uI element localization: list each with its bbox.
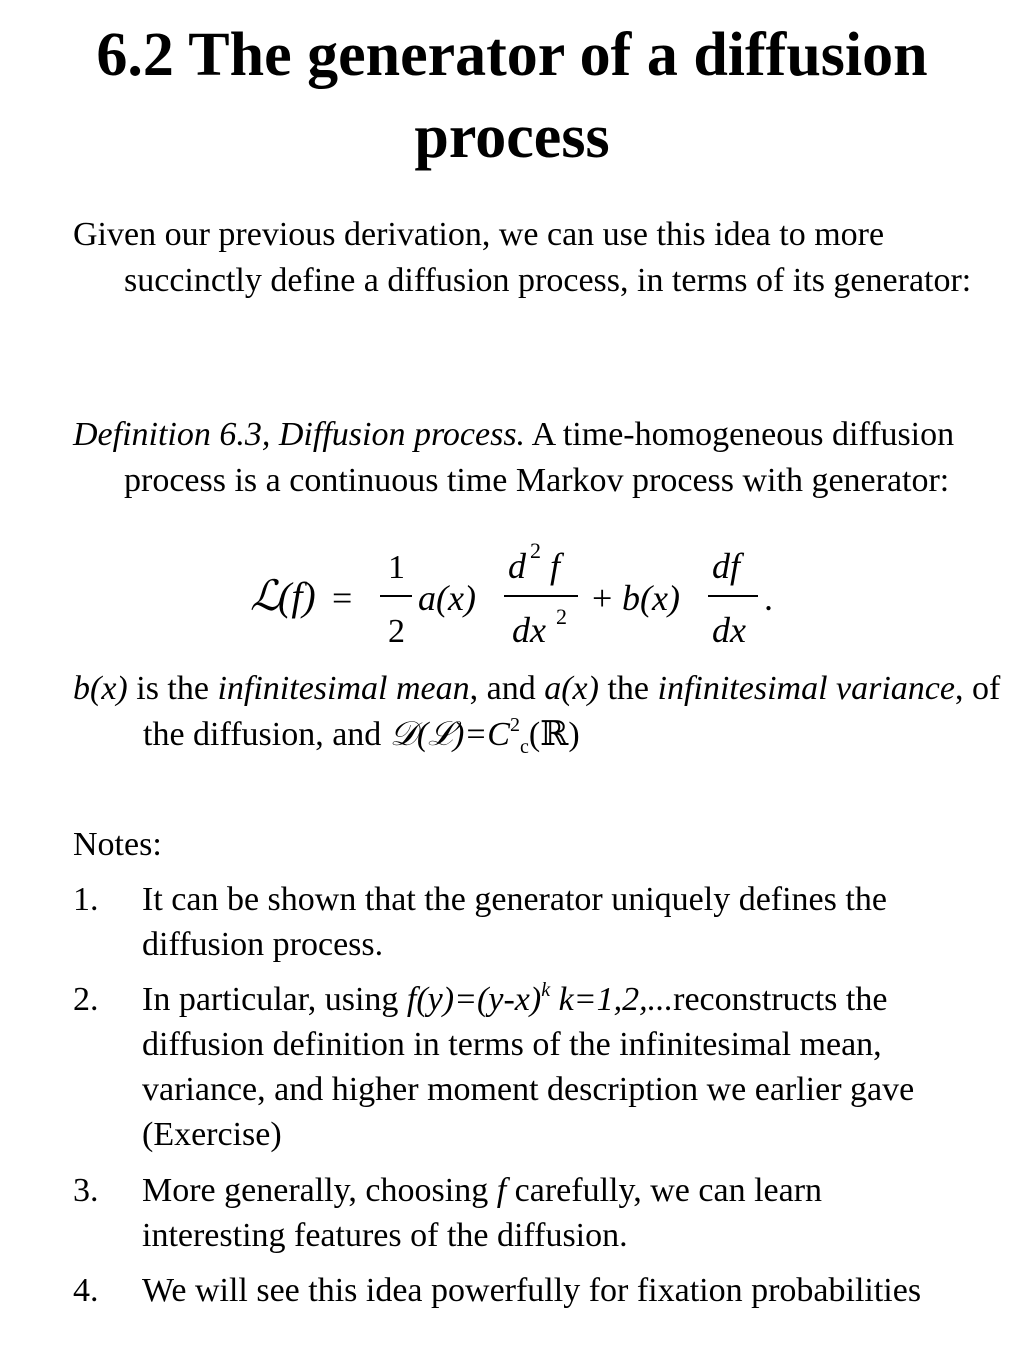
- eq-b-term: b(x): [622, 578, 680, 618]
- meaning-paragraph: [73, 666, 1024, 758]
- reals-symbol: (ℝ): [528, 716, 580, 753]
- eq-df-den: dx: [712, 610, 746, 650]
- list-text: [142, 1168, 942, 1258]
- meaning-text-3: the: [598, 670, 658, 707]
- definition-label: Definition 6.3, Diffusion process.: [73, 416, 526, 453]
- note-3-pre: More generally, choosing: [142, 1172, 497, 1209]
- eq-d2f-exp: 2: [530, 538, 541, 563]
- domain-expression: 𝒟(ℒ)=: [389, 716, 488, 753]
- notes-heading: Notes:: [73, 826, 162, 863]
- eq-equals: =: [332, 578, 353, 618]
- eq-a-term: a(x): [418, 578, 476, 618]
- a-term: a(x): [544, 670, 599, 707]
- generator-equation: [240, 534, 800, 656]
- list-text: [142, 977, 942, 1157]
- eq-half-den: 2: [388, 613, 405, 650]
- list-number: 1.: [73, 881, 99, 918]
- c-superscript: 2: [509, 714, 520, 736]
- eq-df-num: df: [712, 546, 741, 586]
- note-3-post: carefully, we can learn interesting features of the diffusion.: [142, 1172, 823, 1254]
- infinitesimal-mean: infinitesimal mean: [217, 670, 470, 707]
- definition-text: A time-homogeneous diffusion process is a continuous time Markov process with generator:: [124, 416, 955, 499]
- b-term: b(x): [73, 670, 128, 707]
- c-space: C: [487, 716, 510, 753]
- eq-d2f-den-exp: 2: [556, 604, 567, 629]
- note-3-f: f: [496, 1172, 507, 1209]
- slide-title: 6.2 The generator of a diffusion process: [96, 21, 928, 171]
- list-text: It can be shown that the generator uniquely defines the diffusion process.: [142, 881, 887, 963]
- note-2-function: f(y)=(y-x): [406, 981, 542, 1018]
- eq-half-num: 1: [388, 549, 405, 586]
- eq-lhs-arg: (f): [278, 574, 316, 619]
- list-number: 4.: [73, 1272, 99, 1309]
- list-text: We will see this idea powerfully for fixation probabilities: [142, 1272, 922, 1309]
- infinitesimal-variance: infinitesimal variance: [657, 670, 955, 707]
- meaning-text-4: , of the diffusion, and: [143, 670, 1001, 753]
- note-2-k-range: k=1,2,...: [550, 981, 674, 1018]
- c-subscript: c: [519, 736, 529, 758]
- intro-paragraph: Given our previous derivation, we can use this idea to more succinctly define a diffusion process, in terms of its generator:: [73, 216, 972, 299]
- eq-period: .: [764, 578, 773, 618]
- eq-operator: ℒ: [250, 574, 281, 620]
- eq-d2f-d: d: [508, 546, 526, 586]
- note-2-k-exponent: k: [541, 979, 551, 1001]
- eq-d2f-f: f: [550, 546, 561, 586]
- meaning-text-1: is the: [127, 670, 218, 707]
- meaning-text-2: , and: [469, 670, 545, 707]
- definition-paragraph: [73, 412, 1024, 504]
- note-2-pre: In particular, using: [142, 981, 407, 1018]
- eq-d2f-den: dx: [512, 610, 546, 650]
- note-2-post: reconstructs the diffusion definition in terms of the infinitesimal mean, variance, and higher moment description we earlier gave (Exercise): [142, 981, 915, 1153]
- list-number: 2.: [73, 981, 99, 1018]
- eq-plus: +: [592, 578, 613, 618]
- list-number: 3.: [73, 1172, 99, 1209]
